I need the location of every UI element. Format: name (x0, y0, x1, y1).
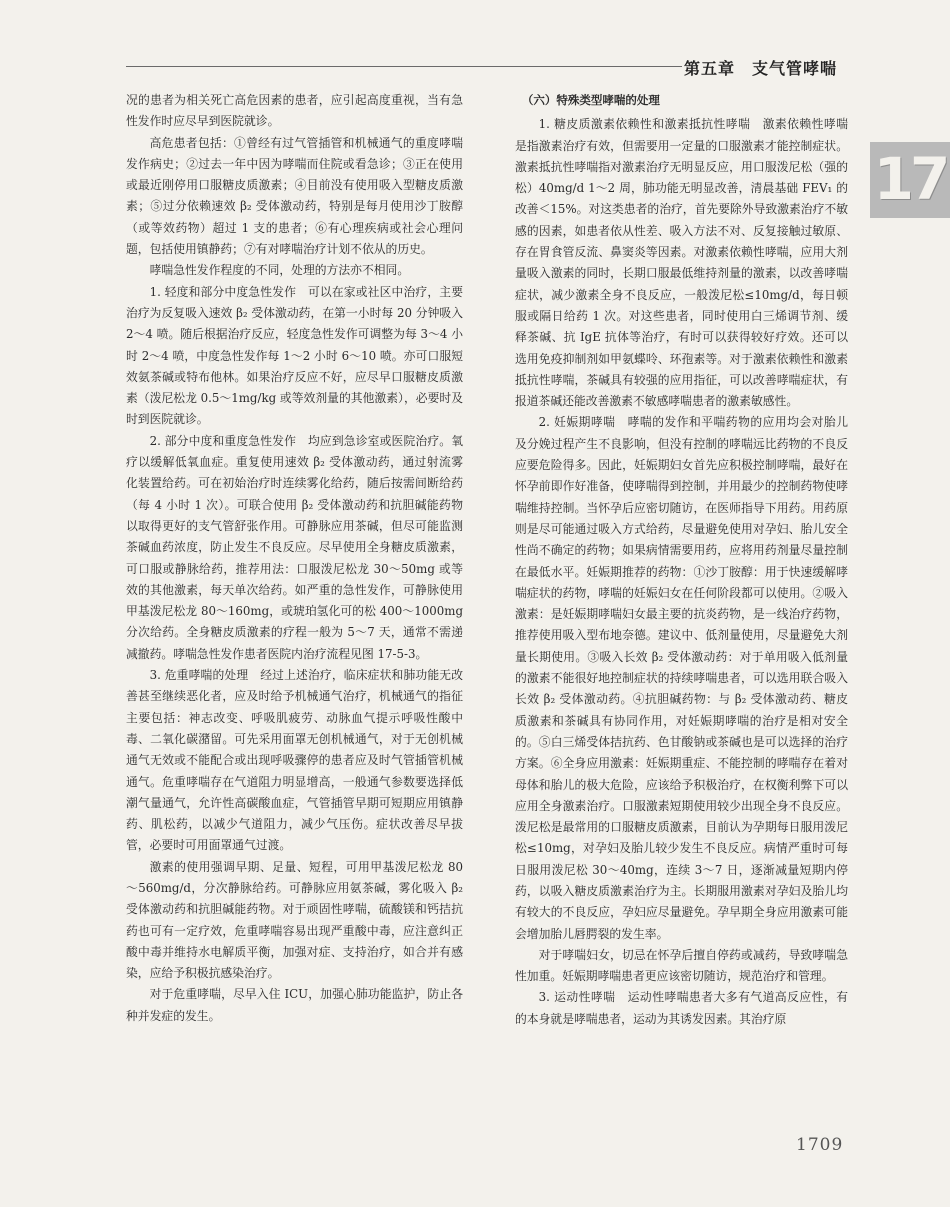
page-number: 1709 (796, 1135, 844, 1155)
paragraph: 对于危重哮喘，尽早入住 ICU，加强心肺功能监护，防止各种并发症的发生。 (126, 987, 463, 1023)
chapter-title: 第五章 支气管哮喘 (684, 59, 838, 78)
paragraph: 1. 轻度和部分中度急性发作 可以在家或社区中治疗，主要治疗为反复吸入速效 β₂ 受体激动药，在第一小时每 20 分钟吸入 2～4 喷。随后根据治疗反应，轻度急性发作可调整为每 3～4 小时 2～4 喷，中度急性发作每 1～2 小时 6～10 喷。亦可口服短效氨茶碱或特布他林。如果治疗反应不好，应尽早口服糖皮质激素（泼尼松龙 0.5～1mg/kg 或等效剂量的其他激素），必要时及时到医院就诊。 (126, 284, 463, 427)
right-column (515, 90, 848, 1030)
paragraph: 2. 部分中度和重度急性发作 均应到急诊室或医院治疗。氧疗以缓解低氧血症。重复使用速效 β₂ 受体激动药，通过射流雾化装置给药。可在初始治疗时连续雾化给药，随后按需间断给药（每 4 小时 1 次）。可联合使用 β₂ 受体激动药和抗胆碱能药物以取得更好的支气管舒张作用。可静脉应用茶碱，但尽可能监测茶碱血药浓度，防止发生不良反应。尽早使用全身糖皮质激素，可口服或静脉给药，推荐用法：口服泼尼松龙 30～50mg 或等效的其他激素，每天单次给药。如严重的急性发作，可静脉使用甲基泼尼松龙 80～160mg，或琥珀氢化可的松 400～1000mg 分次给药。全身糖皮质激素的疗程一般为 5～7 天，通常不需递减撤药。哮喘急性发作患者医院内治疗流程见图 17-5-3。 (126, 433, 463, 661)
section-heading: （六）特殊类型哮喘的处理 (521, 93, 660, 107)
chapter-tab-number: 17 (873, 145, 947, 213)
paragraph: 况的患者为相关死亡高危因素的患者，应引起高度重视，当有急性发作时应尽早到医院就诊。 (126, 93, 463, 129)
paragraph: 高危患者包括：①曾经有过气管插管和机械通气的重度哮喘发作病史；②过去一年中因为哮喘而住院或看急诊；③正在使用或最近刚停用口服糖皮质激素；④目前没有使用吸入型糖皮质激素；⑤过分依赖速效 β₂ 受体激动药，特别是每月使用沙丁胺醇（或等效药物）超过 1 支的患者；⑥有心理疾病或社会心理问题，包括使用镇静药；⑦有对哮喘治疗计划不依从的历史。 (126, 135, 463, 257)
paragraph: 哮喘急性发作程度的不同，处理的方法亦不相同。 (149, 263, 410, 278)
paragraph: 3. 运动性哮喘 运动性哮喘患者大多有气道高反应性，有的本身就是哮喘患者，运动为其诱发因素。其治疗原 (515, 990, 848, 1026)
left-column (126, 90, 463, 1027)
chapter-thumb-tab (870, 142, 950, 218)
paragraph: 2. 妊娠期哮喘 哮喘的发作和平喘药物的应用均会对胎儿及分娩过程产生不良影响，但没有控制的哮喘远比药物的不良反应要危险得多。因此，妊娠期妇女首先应积极控制哮喘，最好在怀孕前即作好准备，使哮喘得到控制，并用最少的控制药物使哮喘维持控制。当怀孕后应密切随访，在医师指导下用药。用药原则是尽可能通过吸入方式给药，尽量避免使用对孕妇、胎儿安全性尚不确定的药物；如果病情需要用药，应将用药剂量尽量控制在最低水平。妊娠期推荐的药物：①沙丁胺醇：用于快速缓解哮喘症状的药物，哮喘的妊娠妇女在任何阶段都可以使用。②吸入激素：是妊娠期哮喘妇女最主要的抗炎药物，是一线治疗药物，推荐使用吸入型布地奈德。建议中、低剂量使用，尽量避免大剂量长期使用。③吸入长效 β₂ 受体激动药：对于单用吸入低剂量的激素不能很好地控制症状的持续哮喘患者，可以选用联合吸入长效 β₂ 受体激动药。④抗胆碱药物：与 β₂ 受体激动药、糖皮质激素和茶碱具有协同作用，对妊娠期哮喘的治疗是相对安全的。⑤白三烯受体拮抗药、色甘酸钠或茶碱也是可以选择的治疗方案。⑥全身应用激素：妊娠期重症、不能控制的哮喘存在着对母体和胎儿的极大危险，应该给予积极治疗，在权衡利弊下可以应用全身激素治疗。口服激素短期使用较少出现全身不良反应。泼尼松是最常用的口服糖皮质激素，目前认为孕期每日服用泼尼松≤10mg，对孕妇及胎儿较少发生不良反应。病情严重时可每日服用泼尼松 30～40mg，连续 3～7 日，逐渐减量短期内停药，以吸入糖皮质激素治疗为主。长期服用激素对孕妇及胎儿均有较大的不良反应，孕妇应尽量避免。孕早期全身应用激素可能会增加胎儿唇腭裂的发生率。 (515, 415, 848, 941)
paragraph: 对于哮喘妇女，切忌在怀孕后擅自停药或减药，导致哮喘急性加重。妊娠期哮喘患者更应该密切随访，规范治疗和管理。 (515, 947, 848, 984)
paragraph: 激素的使用强调早期、足量、短程，可用甲基泼尼松龙 80～560mg/d，分次静脉给药。可静脉应用氨茶碱，雾化吸入 β₂ 受体激动药和抗胆碱能药物。对于顽固性哮喘，硫酸镁和钙拮抗药也可有一定疗效，危重哮喘容易出现严重酸中毒，应注意纠正酸中毒并维持水电解质平衡，加强对症、支持治疗，如合并有感染，应给予积极抗感染治疗。 (126, 859, 463, 981)
paragraph: 1. 糖皮质激素依赖性和激素抵抗性哮喘 激素依赖性哮喘是指激素治疗有效，但需要用一定量的口服激素才能控制症状。激素抵抗性哮喘指对激素治疗无明显反应，用口服泼尼松（强的松）40mg/d 1～2 周，肺功能无明显改善，清晨基础 FEV₁ 的改善＜15%。对这类患者的治疗，首先要除外导致激素治疗不敏感的因素，如患者依从性差、吸入方法不对、反复接触过敏原、存在胃食管反流、鼻窦炎等因素。对激素依赖性哮喘，应用大剂量吸入激素的同时，长期口服最低维持剂量的激素，以改善哮喘症状，减少激素全身不良反应，一般泼尼松≤10mg/d，每日顿服或隔日给药 1 次。对这些患者，同时使用白三烯调节剂、缓释茶碱、抗 IgE 抗体等治疗，有时可以获得较好疗效。还可以选用免疫抑制剂如甲氨蝶呤、环孢素等。对于激素依赖性和激素抵抗性哮喘，茶碱具有较强的应用指征，可以改善哮喘症状，有报道茶碱还能改善激素不敏感哮喘患者的激素敏感性。 (515, 117, 848, 409)
paragraph: 3. 危重哮喘的处理 经过上述治疗，临床症状和肺功能无改善甚至继续恶化者，应及时给予机械通气治疗，机械通气的指征主要包括：神志改变、呼吸肌疲劳、动脉血气提示呼吸性酸中毒、二氧化碳潴留。可先采用面罩无创机械通气，对于无创机械通气无效或不能配合或出现呼吸骤停的患者应及时气管插管机械通气。危重哮喘存在气道阻力明显增高，一般通气参数要选择低潮气量通气，允许性高碳酸血症，气管插管早期可短期应用镇静药、肌松药，以减少气道阻力，减少气压伤。症状改善尽早拔管，必要时可用面罩通气过渡。 (126, 668, 463, 853)
header-rule (126, 66, 682, 67)
